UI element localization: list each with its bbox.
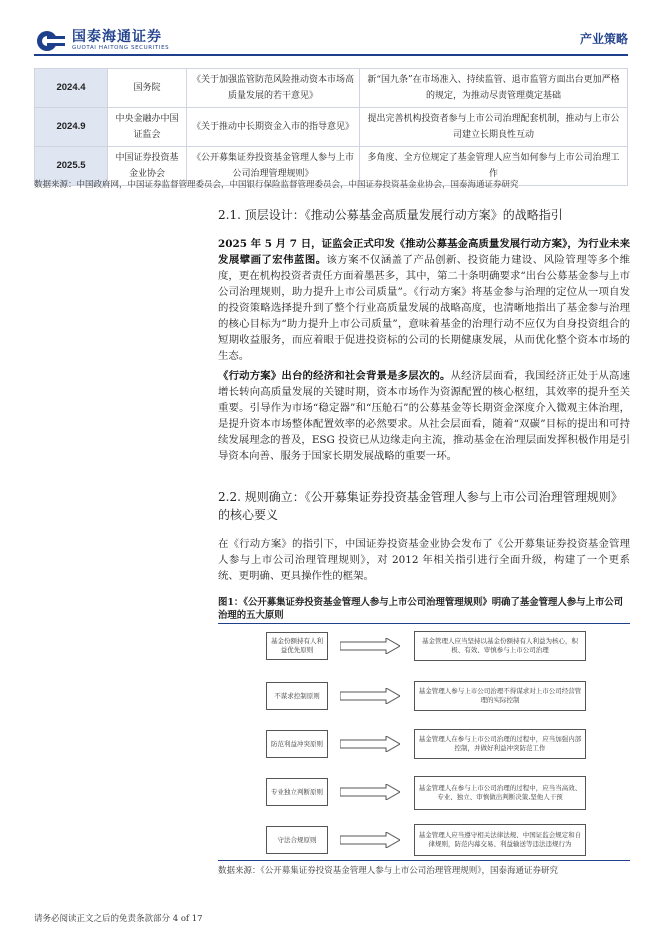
paragraph-1-body: 该方案不仅涵盖了产品创新、投资能力建设、风险管理等多个维度，更在机构投资者责任方面着墨甚多，其中，第二十条明确要求“出台公募基金参与上市公司治理规则，助力提升上市公司质量”。《行动方案》将基金参与治理的定位从一项自发的投资策略选择提升到了整个行业高质量发展的战略高度，也清晰地指出了基金参与治理的核心目标为“助力提升上市公司质量”，意味着基金的治理行动不应仅为自身投资组合的短期收益服务，而应着眼于促进投资标的公司的长期健康发展，从而优化整个资本市场的生态。 <box>218 254 631 362</box>
principle-name-box: 防范利益冲突原则 <box>266 730 328 758</box>
section-heading-2-1: 2.1. 顶层设计：《推动公募基金高质量发展行动方案》的战略指引 <box>218 208 563 222</box>
table-row <box>35 69 628 108</box>
table-cell-org: 中国证券投资基金业协会 <box>108 147 187 186</box>
table-cell-desc: 多角度、全方位规定了基金管理人应当如何参与上市公司治理工作 <box>360 147 628 186</box>
principle-name-box: 不谋求控制原则 <box>266 682 328 710</box>
principle-desc-box: 基金管理人应当坚持以基金份额持有人利益为核心，积极、有效、审慎参与上市公司治理 <box>414 631 586 661</box>
table-cell-doc: 《关于加强监管防范风险推动资本市场高质量发展的若干意见》 <box>187 69 360 108</box>
section-heading-2-2: 2.2. 规则确立：《公开募集证券投资基金管理人参与上市公司治理管理规则》的核心要义 <box>218 490 623 522</box>
paragraph-1-lead: 2025 年 5 月 7 日，证监会正式印发《推动公募基金高质量发展行动方案》，为行业未来发展擘画了宏伟蓝图。 <box>218 238 630 266</box>
paragraph-1 <box>218 236 630 364</box>
arrow-right-icon <box>340 688 400 704</box>
table-cell-year: 2024.4 <box>35 69 108 108</box>
arrow-right-icon <box>340 638 400 654</box>
figure-source: 数据来源：《公开募集证券投资基金管理人参与上市公司治理管理规则》，国泰海通证券研究 <box>218 866 559 876</box>
figure-top-rule <box>218 623 630 624</box>
principle-desc-box: 基金管理人应当遵守相关法律法规、中国证监会规定和自律规则，防范内幕交易、利益输送等违法违规行为 <box>414 824 586 856</box>
table-cell-doc: 《公开募集证券投资基金管理人参与上市公司治理管理规则》 <box>187 147 360 186</box>
arrow-right-icon <box>340 832 400 848</box>
principle-name-box: 守法合规原则 <box>266 826 328 854</box>
principle-name-box: 基金份额持有人利益优先原则 <box>266 632 328 660</box>
company-logo <box>36 30 169 52</box>
principles-diagram <box>218 626 630 858</box>
header-divider <box>34 54 628 56</box>
paragraph-2-body: 从经济层面看，我国经济正处于从高速增长转向高质量发展的关键时期，资本市场作为资源配置的核心枢纽，其效率的提升至关重要。引导作为市场“稳定器”和“压舱石”的公募基金等长期资金深度介入微观主体治理，是提升资本市场整体配置效率的必然要求。从社会层面看，随着“双碳”目标的提出和可持续发展理念的普及，ESG 投资已从边缘走向主流，推动基金在治理层面发挥积极作用是引导资本向善、服务于国家长期发展战略的重要一环。 <box>218 370 631 462</box>
table-cell-desc: 新“国九条”在市场准入、持续监管、退市监管方面出台更加严格的规定，为推动尽责管理奠定基础 <box>360 69 628 108</box>
table-cell-doc: 《关于推动中长期资金入市的指导意见》 <box>187 108 360 147</box>
table-cell-org: 中央金融办中国证监会 <box>108 108 187 147</box>
paragraph-3: 在《行动方案》的指引下，中国证券投资基金业协会发布了《公开募集证券投资基金管理人参与上市公司治理管理规则》，对 2012 年相关指引进行全面升级，构建了一个更系统、更明确、更具操作性的框架。 <box>218 538 630 582</box>
paragraph-2-lead: 《行动方案》出台的经济和社会背景是多层次的。 <box>218 370 451 382</box>
table-cell-org: 国务院 <box>108 69 187 108</box>
logo-text-cn: 国泰海通证券 <box>72 29 162 45</box>
arrow-right-icon <box>340 736 400 752</box>
logo-text-en: GUOTAI HAITONG SECURITIES <box>72 45 170 51</box>
paragraph-2 <box>218 368 630 464</box>
table-source: 数据来源：中国政府网，中国证券监督管理委员会，中国银行保险监督管理委员会，中国证券投资基金业协会，国泰海通证券研究 <box>34 180 519 190</box>
table-cell-year: 2024.9 <box>35 108 108 147</box>
figure-title: 图1：《公开募集证券投资基金管理人参与上市公司治理管理规则》明确了基金管理人参与上市公司治理的五大原则 <box>218 597 623 621</box>
principle-desc-box: 基金管理人在参与上市公司治理的过程中，应当加强内部控制，并做好利益冲突防范工作 <box>414 729 586 759</box>
policy-table <box>34 68 628 186</box>
page-header <box>0 0 662 60</box>
report-type: 产业策略 <box>579 32 628 46</box>
table-cell-desc: 提出完善机构投资者参与上市公司治理配套机制，推动与上市公司建立长期良性互动 <box>360 108 628 147</box>
table-row <box>35 108 628 147</box>
arrow-right-icon <box>340 784 400 800</box>
logo-mark-icon <box>36 30 66 52</box>
figure-bottom-rule <box>218 860 630 861</box>
principle-desc-box: 基金管理人参与上市公司治理不得谋求对上市公司经营管理的实际控制 <box>414 681 586 711</box>
principle-name-box: 专业独立判断原则 <box>266 778 328 806</box>
page-footer: 请务必阅读正文之后的免责条款部分 4 of 17 <box>34 914 203 924</box>
table-cell-year: 2025.5 <box>35 147 108 186</box>
principle-desc-box: 基金管理人在参与上市公司治理的过程中，应当当高效、专业、独立、审慎做出判断决策,坚他人干预 <box>414 776 586 810</box>
